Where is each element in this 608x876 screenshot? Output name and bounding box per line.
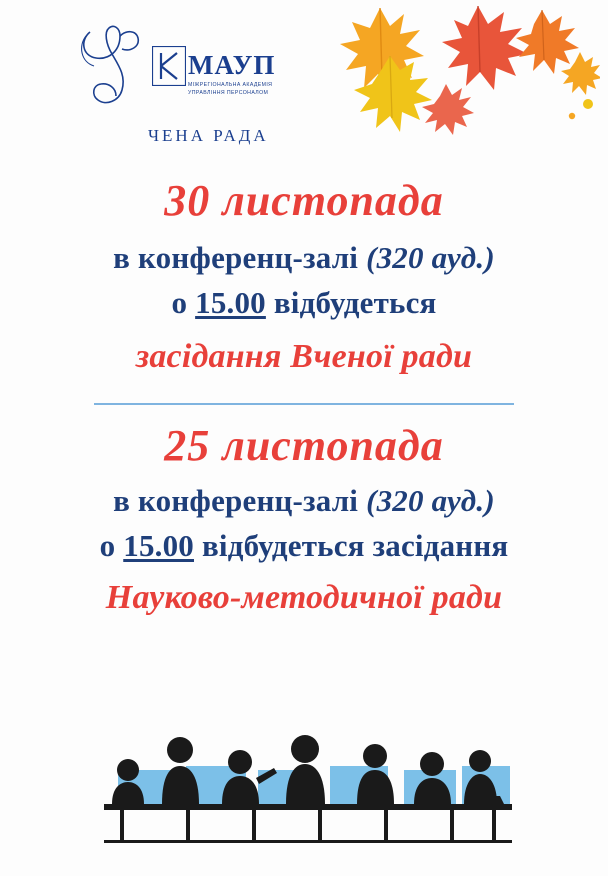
autumn-maple-leaves-icon [320,0,600,150]
venue-room: (320 ауд.) [366,482,495,518]
announcement-block-2 [18,420,590,620]
time-suffix: відбудеться засідання [194,527,509,563]
time-prefix: о [99,527,124,563]
logo-subtitle: МІЖРЕГІОНАЛЬНА АКАДЕМІЯ УПРАВЛІННЯ ПЕРСОНАЛОМ [188,82,273,96]
announcement-time-2 [18,526,590,567]
maup-k-icon [152,46,186,86]
logo-caption: ЧЕНА РАДА [148,126,269,145]
logo-title: МАУП [188,50,276,80]
maup-monogram-icon [76,22,156,114]
announcement-block-1 [18,178,590,379]
poster-header [0,0,608,160]
maup-logo [76,22,296,145]
announcement-time-1 [18,283,590,324]
time-value: 15.00 [123,527,194,563]
announcement-subject-1: засідання Вченої ради [135,338,473,375]
time-value: 15.00 [195,285,266,321]
venue-text: в конференц-залі [113,240,367,276]
section-divider [94,403,514,405]
time-prefix: о [171,285,196,321]
maup-wordmark [154,52,294,98]
meeting-table-silhouette-icon [0,704,608,854]
announcement-date-1: 30 листопада [164,176,444,225]
poster-content [0,178,608,619]
announcement-venue-1 [18,238,590,279]
venue-room: (320 ауд.) [366,240,495,276]
announcement-venue-2 [18,481,590,522]
time-suffix: відбудеться [265,285,437,321]
announcement-date-2: 25 листопада [164,420,444,470]
venue-text: в конференц-залі [113,482,367,518]
announcement-subject-2: Науково-методичної ради [105,578,503,616]
